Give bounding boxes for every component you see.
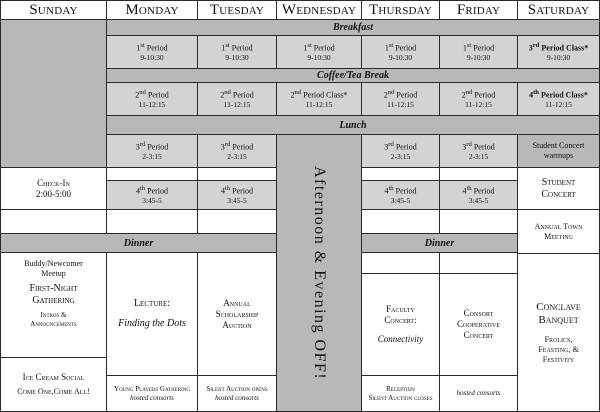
friday-period-1: 1st Period 9-10:30 xyxy=(439,35,518,69)
monday-young-players xyxy=(106,375,198,412)
silent-auction-close-label: Silent Auction closes xyxy=(368,393,433,402)
thursday-period-3: 3rd Period 2-3:15 xyxy=(361,134,440,168)
thursday-reception xyxy=(361,375,440,412)
dinner-label-2: Dinner xyxy=(424,237,455,249)
auction-label: Annual Scholarship Auction xyxy=(215,297,259,330)
breakfast-band xyxy=(106,19,600,36)
faculty-concert-label: Faculty Concert: xyxy=(384,304,417,325)
tuesday-period-1: 1st Period 9-10:30 xyxy=(197,35,277,69)
tuesday-scholarship-auction xyxy=(197,252,277,376)
header-sunday xyxy=(0,0,107,20)
header-saturday xyxy=(517,0,600,20)
young-players-sub: hosted consorts xyxy=(130,393,174,402)
come-one-label: Come One,Come All! xyxy=(17,387,90,396)
tuesday-period-3: 3rd Period 2-3:15 xyxy=(197,134,277,168)
thursday-faculty-concert xyxy=(361,273,440,376)
monday-lecture xyxy=(106,252,198,376)
banquet-description: Frolics, Feasting, & Festivity xyxy=(538,334,579,364)
tuesday-period-2: 2nd Period 11-12:15 xyxy=(197,82,277,116)
sunday-first-night xyxy=(0,252,107,358)
thursday-period-4: 4th Period 3:45-5 xyxy=(361,180,440,210)
tuesday-period-4: 4th Period 3:45-5 xyxy=(197,180,277,210)
faculty-concert-title: Connectivity xyxy=(377,334,424,344)
monday-period-4: 4th Period 3:45-5 xyxy=(106,180,198,210)
header-friday xyxy=(439,0,518,20)
lunch-label: Lunch xyxy=(339,119,367,131)
saturday-student-concert-warmups: Student Concert warmups xyxy=(517,134,600,168)
friday-break-gap xyxy=(439,167,518,181)
saturday-period-4-class: 4th Period Class* 11-12:15 xyxy=(517,82,600,116)
monday-empty-slot xyxy=(106,209,198,234)
wednesday-period-1: 1st Period 9-10:30 xyxy=(276,35,362,69)
ice-cream-social-label: Ice Cream Social xyxy=(22,372,85,382)
consort-concert-label: Consort Cooperative Concert xyxy=(456,308,500,340)
town-meeting-label: Annual Town Meeting xyxy=(534,221,583,241)
friday-empty-slot xyxy=(439,209,518,234)
friday-period-4: 4th Period 3:45-5 xyxy=(439,180,518,210)
lunch-band xyxy=(106,115,600,135)
header-thursday xyxy=(361,0,440,20)
header-monday-label: Monday xyxy=(125,1,179,18)
check-in-label: Check-In xyxy=(37,177,70,188)
sunday-blank-block xyxy=(0,19,107,168)
saturday-period-3-class: 3rd Period Class* 9-10:30 xyxy=(517,35,600,69)
dinner-band-late-week xyxy=(361,233,518,253)
saturday-town-meeting xyxy=(517,209,600,254)
coffee-band xyxy=(106,68,600,83)
thursday-period-1: 1st Period 9-10:30 xyxy=(361,35,440,69)
header-thursday-label: Thursday xyxy=(369,1,432,18)
buddy-meetup-label: Buddy/Newcomer Meetup xyxy=(24,259,83,278)
friday-consort-concert xyxy=(439,273,518,376)
lecture-title: Finding the Dots xyxy=(118,318,186,329)
friday-period-2: 2nd Period 11-12:15 xyxy=(439,82,518,116)
sunday-empty-slot xyxy=(0,209,107,234)
header-sunday-label: Sunday xyxy=(29,1,78,18)
header-saturday-label: Saturday xyxy=(527,1,590,18)
sunday-check-in xyxy=(0,167,107,210)
header-friday-label: Friday xyxy=(456,1,501,18)
coffee-label: Coffee/Tea Break xyxy=(317,70,389,81)
thursday-period-2: 2nd Period 11-12:15 xyxy=(361,82,440,116)
thursday-evening-gap xyxy=(361,252,440,274)
lecture-label: Lecture: xyxy=(133,298,171,309)
header-wednesday-label: Wednesday xyxy=(281,1,357,18)
sunday-ice-cream-social xyxy=(0,357,107,412)
friday-hosted-consorts xyxy=(439,375,518,412)
breakfast-label: Breakfast xyxy=(333,22,373,33)
saturday-student-concert xyxy=(517,167,600,210)
friday-evening-gap xyxy=(439,252,518,274)
tuesday-empty-slot xyxy=(197,209,277,234)
banquet-label: Conclave Banquet xyxy=(536,300,581,326)
monday-break-gap xyxy=(106,167,198,181)
tuesday-silent-auction xyxy=(197,375,277,412)
monday-period-3: 3rd Period 2-3:15 xyxy=(106,134,198,168)
student-concert-label: Student Concert xyxy=(541,176,576,200)
monday-period-2: 2nd Period 11-12:15 xyxy=(106,82,198,116)
wednesday-off-label: Afternoon & Evening OFF! xyxy=(311,165,328,381)
first-night-gathering-label: First-Night Gathering xyxy=(29,283,78,306)
young-players-label: Young Players Gathering xyxy=(114,384,190,393)
check-in-time: 2:00-5:00 xyxy=(36,188,71,199)
header-tuesday xyxy=(197,0,277,20)
intros-announcements-label: Intros & Announcements xyxy=(30,311,77,328)
dinner-band-early-week xyxy=(0,233,277,253)
monday-period-1: 1st Period 9-10:30 xyxy=(106,35,198,69)
saturday-conclave-banquet xyxy=(517,253,600,412)
silent-auction-sub: hosted consorts xyxy=(215,393,259,402)
header-monday xyxy=(106,0,198,20)
wednesday-afternoon-off xyxy=(276,134,362,412)
friday-period-3: 3rd Period 2-3:15 xyxy=(439,134,518,168)
header-wednesday xyxy=(276,0,362,20)
reception-label: Reception xyxy=(386,384,415,393)
dinner-label: Dinner xyxy=(123,237,154,249)
silent-auction-open-label: Silent Auction opens xyxy=(206,384,268,393)
wednesday-period-2-class: 2nd Period Class* 11-12:15 xyxy=(276,82,362,116)
header-tuesday-label: Tuesday xyxy=(209,1,265,18)
thursday-break-gap xyxy=(361,167,440,181)
tuesday-break-gap xyxy=(197,167,277,181)
hosted-consorts-label: hosted consorts xyxy=(456,389,501,397)
thursday-empty-slot xyxy=(361,209,440,234)
